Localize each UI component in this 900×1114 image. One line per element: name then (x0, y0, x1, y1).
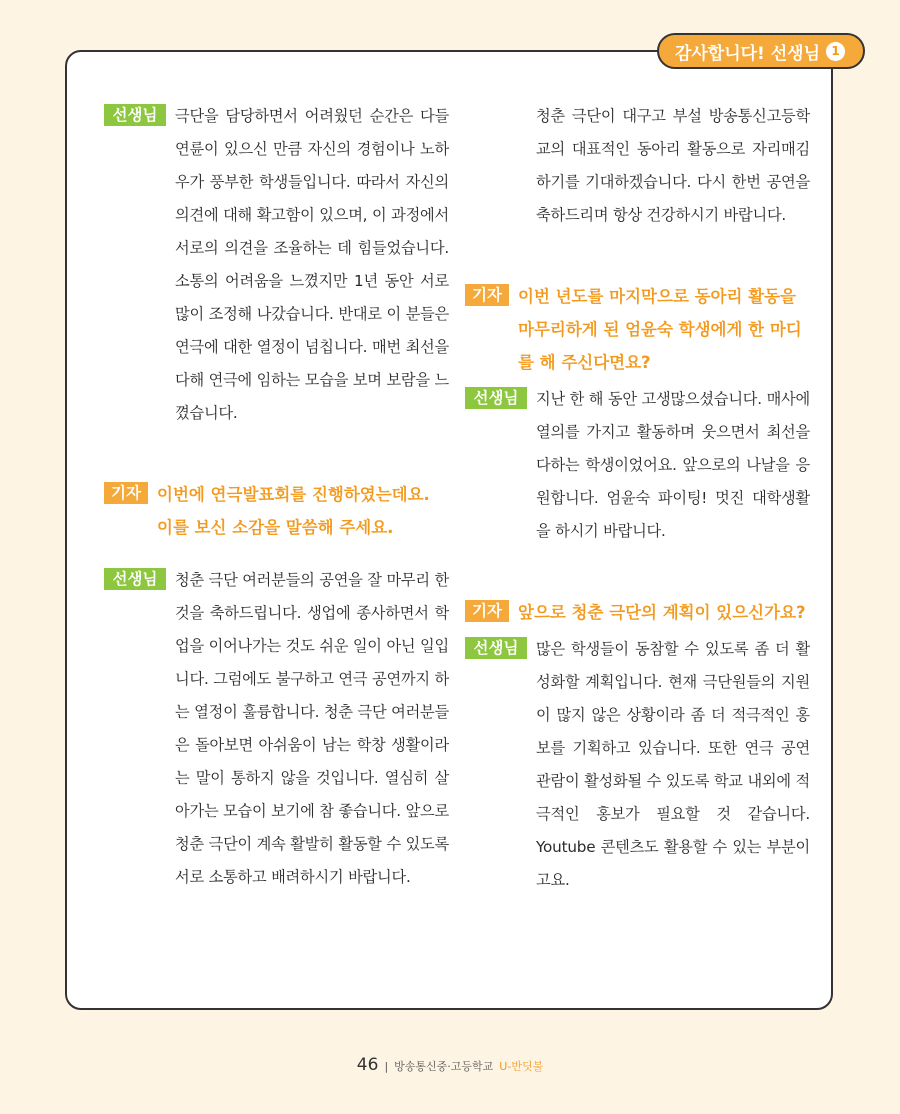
answer-text: 극단을 담당하면서 어려웠던 순간은 다들 연륜이 있으신 만큼 자신의 경험이나 노하우가 풍부한 학생들입니다. 따라서 자신의 의견에 대해 확고함이 있으며, 이 과정에서 서로의 의견을 조율하는 데 힘들었습니다. 소통의 어려움을 느꼈지만 1년 동안 서로 많이 조정해 나갔습니다. 반대로 이 분들은 연극에 대한 열정이 넘칩니다. 매번 최선을 다해 연극에 임하는 모습을 보며 보람을 느꼈습니다. (175, 107, 449, 422)
footer-separator: | (384, 1060, 389, 1073)
teacher-label: 선생님 (104, 104, 166, 126)
answer-text: 지난 한 해 동안 고생많으셨습니다. 매사에 열의를 가지고 활동하며 웃으면서 최선을 다하는 학생이었어요. 앞으로의 나날을 응원합니다. 엄윤숙 파이팅! 멋진 대학생활을 하시기 바랍니다. (536, 390, 810, 540)
teacher-label: 선생님 (465, 637, 527, 659)
teacher-label: 선생님 (104, 568, 166, 590)
answer-text: 청춘 극단 여러분들의 공연을 잘 마무리 한 것을 축하드립니다. 생업에 종사하면서 학업을 이어나가는 것도 쉬운 일이 아닌 일입니다. 그럼에도 불구하고 연극 공연까지 하는 열정이 훌륭합니다. 청춘 극단 여러분들은 돌아보면 아쉬움이 남는 학창 생활이라는 말이 통하지 않을 것입니다. 열심히 살아가는 모습이 보기에 참 좋습니다. 앞으로 청춘 극단이 계속 활발히 활동할 수 있도록 서로 소통하고 배려하시기 바랍니다. (175, 571, 449, 886)
question-text: 앞으로 청춘 극단의 계획이 있으신가요? (518, 603, 806, 622)
page-number: 46 (356, 1055, 379, 1075)
question-block (465, 596, 810, 629)
teacher-label: 선생님 (465, 387, 527, 409)
answer-block (104, 564, 449, 894)
section-header-tab (657, 33, 865, 69)
left-column (104, 100, 449, 894)
section-number-badge: 1 (826, 42, 845, 61)
answer-block (104, 100, 449, 430)
answer-continuation (465, 100, 810, 232)
question-block (104, 478, 449, 544)
right-column (465, 100, 810, 897)
reporter-label: 기자 (465, 284, 509, 306)
answer-block (465, 383, 810, 548)
reporter-label: 기자 (104, 482, 148, 504)
section-title: 감사합니다! 선생님 (674, 43, 820, 64)
reporter-label: 기자 (465, 600, 509, 622)
question-block (465, 280, 810, 379)
footer-magazine: U-반딧불 (499, 1060, 544, 1073)
page-footer (0, 1055, 900, 1075)
question-text: 이번 년도를 마지막으로 동아리 활동을 마무리하게 된 엄윤숙 학생에게 한 마디를 해 주신다면요? (518, 287, 802, 372)
footer-school: 방송통신중·고등학교 (394, 1060, 494, 1073)
answer-text: 많은 학생들이 동참할 수 있도록 좀 더 활성화할 계획입니다. 현재 극단원들의 지원이 많지 않은 상황이라 좀 더 적극적인 홍보를 기획하고 있습니다. 또한 연극 공연 관람이 활성화될 수 있도록 학교 내외에 적극적인 홍보가 필요할 것 같습니다. Youtube 콘텐츠도 활용할 수 있는 부분이고요. (536, 640, 810, 889)
answer-block (465, 633, 810, 897)
question-text: 이번에 연극발표회를 진행하였는데요. 이를 보신 소감을 말씀해 주세요. (157, 485, 430, 537)
answer-text: 청춘 극단이 대구고 부설 방송통신고등학교의 대표적인 동아리 활동으로 자리매김하기를 기대하겠습니다. 다시 한번 공연을 축하드리며 항상 건강하시기 바랍니다. (536, 107, 810, 224)
